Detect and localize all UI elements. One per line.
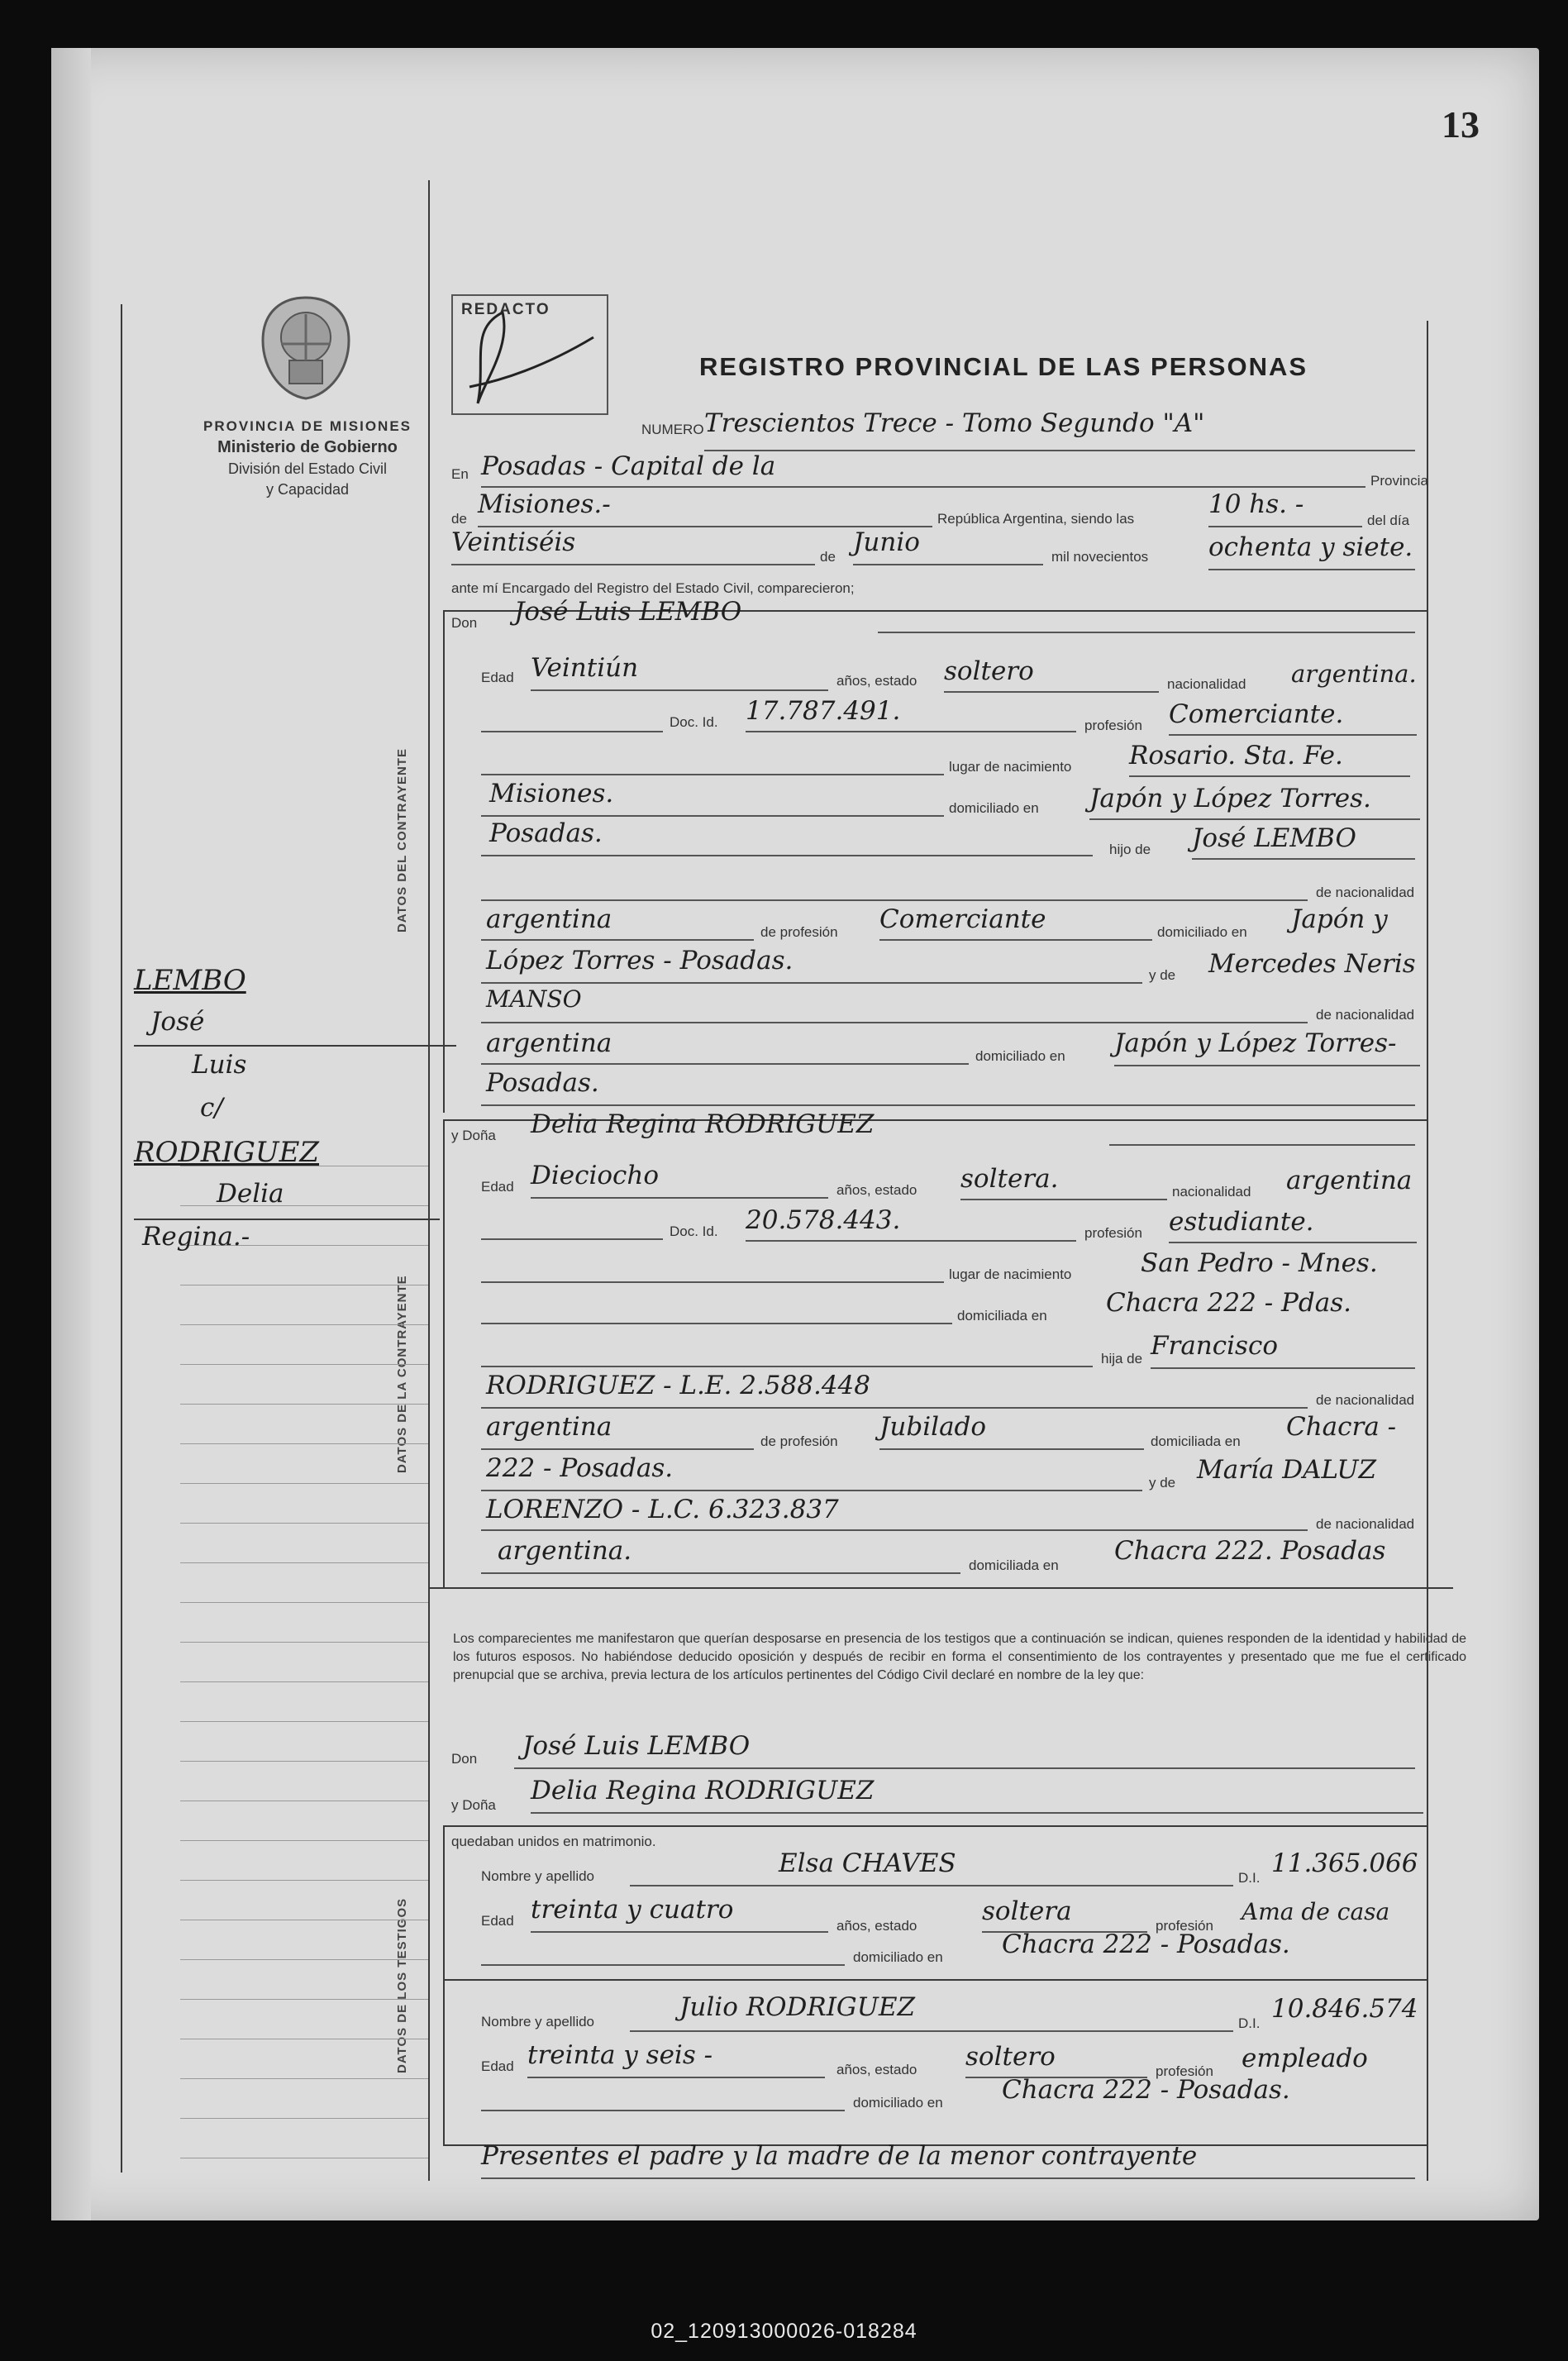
don-final-value: José Luis LEMBO <box>522 1731 751 1761</box>
margin-underline <box>134 1045 456 1047</box>
y-dona-label: y Doña <box>451 1797 496 1813</box>
edad-label: Edad <box>481 670 514 685</box>
provincia-label: Provincia <box>1370 473 1428 489</box>
dia-value: Veintiséis <box>451 527 576 557</box>
contrayenta-bracket <box>443 1119 445 1587</box>
madre-ciudad: Posadas. <box>486 1068 599 1098</box>
dona-value: Delia Regina RODRIGUEZ <box>531 1109 875 1139</box>
field-line <box>481 1572 960 1574</box>
hija-value: Francisco <box>1151 1331 1278 1361</box>
field-line <box>481 855 1093 856</box>
profesion-value: Comerciante. <box>1169 699 1344 729</box>
field-line <box>746 731 1076 732</box>
signature-mark <box>453 296 607 413</box>
edad-value: Veintiún <box>531 653 639 683</box>
redacto-label: REDACTO <box>461 301 550 318</box>
provincia-value: Misiones. <box>489 779 614 808</box>
testigo2-domicilio: Chacra 222 - Posadas. <box>1002 2075 1290 2105</box>
field-line <box>514 1767 1415 1769</box>
numero-value: Trescientos Trece - Tomo Segundo "A" <box>704 408 1205 438</box>
de-nacionalidad-label: de nacionalidad <box>1316 1516 1415 1532</box>
testigo1-nombre: Elsa CHAVES <box>779 1848 956 1878</box>
testigo2-profesion: empleado <box>1242 2044 1368 2073</box>
division-line-2: y Capacidad <box>265 481 350 498</box>
ante-label: ante mí Encargado del Registro del Estado Civil, comparecieron; <box>451 580 855 596</box>
margin-note: Delia <box>217 1179 284 1209</box>
testigo1-profesion: Ama de casa <box>1242 1898 1390 1925</box>
image-caption: 02_120913000026-018284 <box>651 2320 917 2343</box>
field-line <box>481 1366 1093 1367</box>
domiciliado-label: domiciliado en <box>853 2095 943 2111</box>
margin-note-surname: LEMBO <box>134 964 246 997</box>
y-de-label: y de <box>1149 1475 1176 1491</box>
lugar-label: lugar de nacimiento <box>949 1266 1072 1282</box>
field-line <box>853 564 1043 565</box>
madre2-nacionalidad: argentina. <box>498 1536 632 1566</box>
contrayente-bracket <box>443 610 445 1113</box>
field-line <box>481 1407 1308 1409</box>
hija-label: hija de <box>1101 1351 1143 1367</box>
edad-label: Edad <box>481 2058 514 2074</box>
field-line <box>481 982 1142 984</box>
redacto-stamp <box>451 294 608 415</box>
domiciliada-label: domiciliada en <box>1151 1433 1241 1449</box>
edad-label: Edad <box>481 1179 514 1195</box>
field-line <box>746 1240 1076 1242</box>
don-label: Don <box>451 615 478 631</box>
edad-label: Edad <box>481 1913 514 1929</box>
padre-domicilio-cont: López Torres - Posadas. <box>486 946 794 975</box>
edad-value: Dieciocho <box>531 1161 660 1190</box>
margin-note: Regina.- <box>142 1222 250 1252</box>
don-label: Don <box>451 1751 478 1767</box>
field-line <box>1208 526 1362 527</box>
dona-final-value: Delia Regina RODRIGUEZ <box>531 1776 875 1805</box>
field-line <box>481 774 944 775</box>
document-title: REGISTRO PROVINCIAL DE LAS PERSONAS <box>699 352 1308 381</box>
field-line <box>531 1812 1423 1814</box>
testigo2-di: 10.846.574 <box>1271 1994 1418 2024</box>
coat-of-arms-seal <box>256 294 355 402</box>
field-line <box>1208 569 1415 570</box>
field-line <box>878 632 1415 633</box>
y-de-label: y de <box>1149 967 1176 983</box>
de-nacionalidad-label: de nacionalidad <box>1316 885 1415 900</box>
field-line <box>1109 1144 1415 1146</box>
field-line <box>481 815 944 817</box>
hijo-value: José LEMBO <box>1192 823 1356 853</box>
field-line <box>704 450 1415 451</box>
field-line <box>481 1238 663 1240</box>
madre2-domicilio: Chacra 222. Posadas <box>1114 1536 1386 1566</box>
doc-value: 17.787.491. <box>746 696 901 726</box>
doc-label: Doc. Id. <box>670 1223 718 1239</box>
nacionalidad-label: nacionalidad <box>1172 1184 1251 1200</box>
padre2-domicilio: Chacra - <box>1286 1412 1397 1442</box>
field-line <box>879 939 1152 941</box>
padre2-domicilio-cont: 222 - Posadas. <box>486 1453 674 1483</box>
nombre-label: Nombre y apellido <box>481 1868 595 1884</box>
nacionalidad-value: argentina <box>1286 1166 1413 1195</box>
testigo1-estado: soltera <box>982 1896 1072 1926</box>
de-nacionalidad-label: de nacionalidad <box>1316 1007 1415 1023</box>
madre-domicilio: Japón y López Torres- <box>1114 1028 1397 1058</box>
estado-value: soltera. <box>960 1164 1059 1194</box>
province-line: PROVINCIA DE MISIONES <box>203 418 412 434</box>
ministry-line: Ministerio de Gobierno <box>217 438 398 456</box>
padre2-nacionalidad: argentina <box>486 1412 612 1442</box>
madre-apellido: MANSO <box>486 985 582 1013</box>
numero-label: NUMERO <box>641 422 704 437</box>
field-line <box>481 1063 969 1065</box>
profesion-value: estudiante. <box>1169 1207 1314 1237</box>
field-line <box>481 1964 845 1966</box>
field-line <box>879 1448 1144 1450</box>
padre-domicilio: Japón y <box>1291 904 1388 934</box>
padre-nacionalidad: argentina <box>486 904 612 934</box>
margin-underline <box>134 1219 440 1220</box>
doc-value: 20.578.443. <box>746 1205 901 1235</box>
estado-label: años, estado <box>836 1182 917 1198</box>
testigo2-estado: soltero <box>965 2042 1056 2072</box>
field-line <box>451 564 815 565</box>
testigo1-domicilio: Chacra 222 - Posadas. <box>1002 1929 1290 1959</box>
field-line <box>481 1529 1308 1531</box>
en-label: En <box>451 466 469 482</box>
de-value: Misiones.- <box>478 489 611 519</box>
estado-label: años, estado <box>836 1918 917 1934</box>
madre-nacionalidad: argentina <box>486 1028 612 1058</box>
lugar-value: Rosario. Sta. Fe. <box>1129 741 1343 770</box>
field-line <box>960 1199 1167 1200</box>
margin-note: Luis <box>192 1050 247 1080</box>
y-dona-label: y Doña <box>451 1128 496 1143</box>
side-label-contrayenta: DATOS DE LA CONTRAYENTE <box>395 1275 409 1473</box>
field-line <box>481 1022 1308 1023</box>
field-line <box>481 2110 845 2111</box>
field-line <box>481 1448 754 1450</box>
lugar-label: lugar de nacimiento <box>949 759 1072 775</box>
doc-label: Doc. Id. <box>670 714 718 730</box>
di-label: D.I. <box>1238 1870 1261 1886</box>
field-line <box>481 939 754 941</box>
field-line <box>531 689 828 691</box>
estado-label: años, estado <box>836 673 917 689</box>
field-line <box>1192 858 1415 860</box>
side-label-testigos: DATOS DE LOS TESTIGOS <box>395 1897 409 2073</box>
field-line <box>531 1931 828 1933</box>
domicilio-value: Chacra 222 - Pdas. <box>1106 1288 1351 1318</box>
field-line <box>1169 1242 1417 1243</box>
de-label: de <box>451 511 467 527</box>
page-number: 13 <box>1442 103 1480 145</box>
field-line <box>1151 1367 1415 1369</box>
hijo-label: hijo de <box>1109 842 1151 857</box>
right-border <box>1427 321 1428 2181</box>
de-profesion-label: de profesión <box>760 924 838 940</box>
domiciliada-label: domiciliada en <box>957 1308 1047 1324</box>
anio-value: ochenta y siete. <box>1208 532 1413 562</box>
section-rule <box>443 1825 1427 1827</box>
nacionalidad-label: nacionalidad <box>1167 676 1246 692</box>
issuer-block <box>175 418 440 498</box>
margin-note: José <box>150 1007 205 1037</box>
testigo2-edad: treinta y seis - <box>527 2040 713 2070</box>
nacionalidad-value: argentina. <box>1291 660 1417 688</box>
field-line <box>481 731 663 732</box>
field-line <box>481 1490 1142 1491</box>
section-rule <box>443 1979 1427 1981</box>
book-binding <box>51 48 91 2220</box>
mes-value: Junio <box>853 527 920 557</box>
testigo2-nombre: Julio RODRIGUEZ <box>679 1992 915 2022</box>
en-value: Posadas - Capital de la <box>481 451 776 481</box>
field-line <box>1114 1065 1420 1066</box>
estado-value: soltero <box>944 656 1034 686</box>
field-line <box>481 1104 1415 1106</box>
profesion-label: profesión <box>1084 1225 1142 1241</box>
field-line <box>527 2077 825 2078</box>
domiciliada-label: domiciliada en <box>969 1557 1059 1573</box>
del-dia-label: del día <box>1367 513 1410 528</box>
madre-nombre: Mercedes Neris <box>1208 949 1416 979</box>
don-value: José Luis LEMBO <box>514 597 742 627</box>
domiciliado-label: domiciliado en <box>1157 924 1247 940</box>
madre2-apellido: LORENZO - L.C. 6.323.837 <box>486 1495 839 1524</box>
domiciliado-label: domiciliado en <box>853 1949 943 1965</box>
declaration-paragraph: Los comparecientes me manifestaron que querían desposarse en presencia de los testigos que a continuación se indican, quienes responden de la identidad y habilidad de los futuros esposos. No habiéndose deducido oposición y después de recibir en forma el consentimiento de los contrayentes y presentado que me fue el certificado prenupcial que se archiva, previa lectura de los artículos pertinentes del Código Civil declaré en nombre de la ley que: <box>453 1632 1466 1682</box>
field-line <box>1129 775 1410 777</box>
domicilio-value: Japón y López Torres. <box>1089 784 1371 813</box>
field-line <box>481 1323 952 1324</box>
field-line <box>481 899 1308 901</box>
padre-profesion: Comerciante <box>879 904 1046 934</box>
margin-note-surname: RODRIGUEZ <box>134 1136 320 1169</box>
profesion-label: profesión <box>1084 718 1142 733</box>
field-line <box>531 1197 828 1199</box>
field-line <box>481 2177 1415 2179</box>
division-line: División del Estado Civil <box>227 460 388 477</box>
side-label-contrayente: DATOS DEL CONTRAYENTE <box>395 748 409 932</box>
domiciliado-label: domiciliado en <box>949 800 1039 816</box>
field-line <box>630 2030 1233 2032</box>
section-rule <box>428 1587 1453 1589</box>
testigo1-di: 11.365.066 <box>1271 1848 1418 1878</box>
field-line <box>1169 734 1417 736</box>
de-nacionalidad-label: de nacionalidad <box>1316 1392 1415 1408</box>
margin-note: c/ <box>200 1093 223 1123</box>
hora-value: 10 hs. - <box>1208 489 1304 519</box>
lugar-value: San Pedro - Mnes. <box>1141 1248 1378 1278</box>
estado-label: años, estado <box>836 2062 917 2077</box>
mil-label: mil novecientos <box>1051 549 1149 565</box>
testigo1-edad: treinta y cuatro <box>531 1895 734 1925</box>
padre2-nombre: RODRIGUEZ - L.E. 2.588.448 <box>486 1371 870 1400</box>
de-profesion-label: de profesión <box>760 1433 838 1449</box>
nombre-label: Nombre y apellido <box>481 2014 595 2030</box>
field-line <box>481 1281 944 1283</box>
ciudad-value: Posadas. <box>489 818 603 848</box>
field-line <box>1089 818 1420 820</box>
de-mes-label: de <box>820 549 836 565</box>
republica-label: República Argentina, siendo las <box>937 511 1135 527</box>
register-page <box>51 48 1539 2220</box>
quedaban-label: quedaban unidos en matrimonio. <box>451 1834 656 1849</box>
domiciliado-label: domiciliado en <box>975 1048 1065 1064</box>
di-label: D.I. <box>1238 2015 1261 2031</box>
padre2-profesion: Jubilado <box>879 1412 987 1442</box>
profesion-label: profesión <box>1156 2063 1213 2079</box>
madre2-nombre: María DALUZ <box>1197 1455 1377 1485</box>
field-line <box>630 1885 1233 1886</box>
profesion-label: profesión <box>1156 1918 1213 1934</box>
left-margin-border <box>121 304 122 2173</box>
final-note: Presentes el padre y la madre de la menor contrayente <box>481 2141 1198 2171</box>
field-line <box>481 486 1365 488</box>
field-line <box>944 691 1159 693</box>
margin-separator <box>428 180 430 2181</box>
testigos-bracket <box>443 1825 445 2144</box>
